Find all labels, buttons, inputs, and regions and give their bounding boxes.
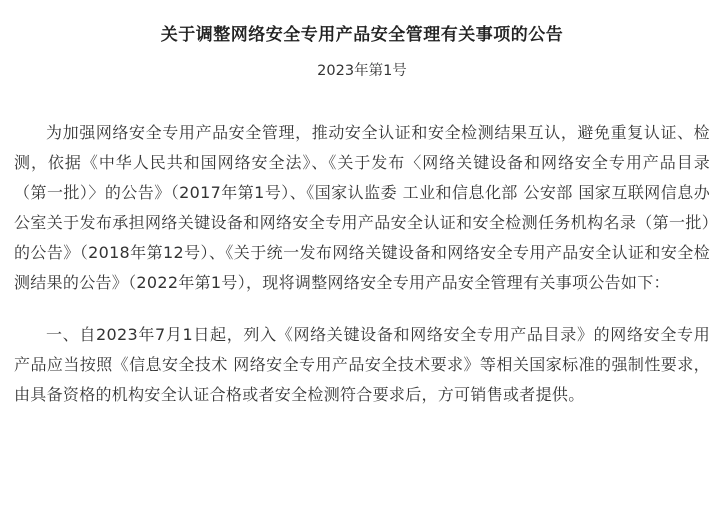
article-one-paragraph: 一、自2023年7月1日起，列入《网络关键设备和网络安全专用产品目录》的网络安全专用产品应当按照《信息安全技术 网络安全专用产品安全技术要求》等相关国家标准的强制性要求，由具备资格的机构安全认证合格或者安全检测符合要求后，方可销售或者提供。 — [14, 325, 710, 404]
document-number: 2023年第1号 — [317, 63, 407, 79]
document-title: 关于调整网络安全专用产品安全管理有关事项的公告 — [160, 25, 564, 45]
intro-paragraph: 为加强网络安全专用产品安全管理，推动安全认证和安全检测结果互认，避免重复认证、检测，依据《中华人民共和国网络安全法》、《关于发布〈网络关键设备和网络安全专用产品目录（第一批）〉的公告》（2017年第1号）、《国家认监委 工业和信息化部 公安部 国家互联网信息办公室关于发布承担网络关键设备和网络安全专用产品安全认证和安全检测任务机构名录（第一批）的公告》（2018年第12号）、《关于统一发布网络关键设备和网络安全专用产品安全认证和安全检测结果的公告》（2022年第1号），现将调整网络安全专用产品安全管理有关事项公告如下： — [14, 123, 710, 292]
